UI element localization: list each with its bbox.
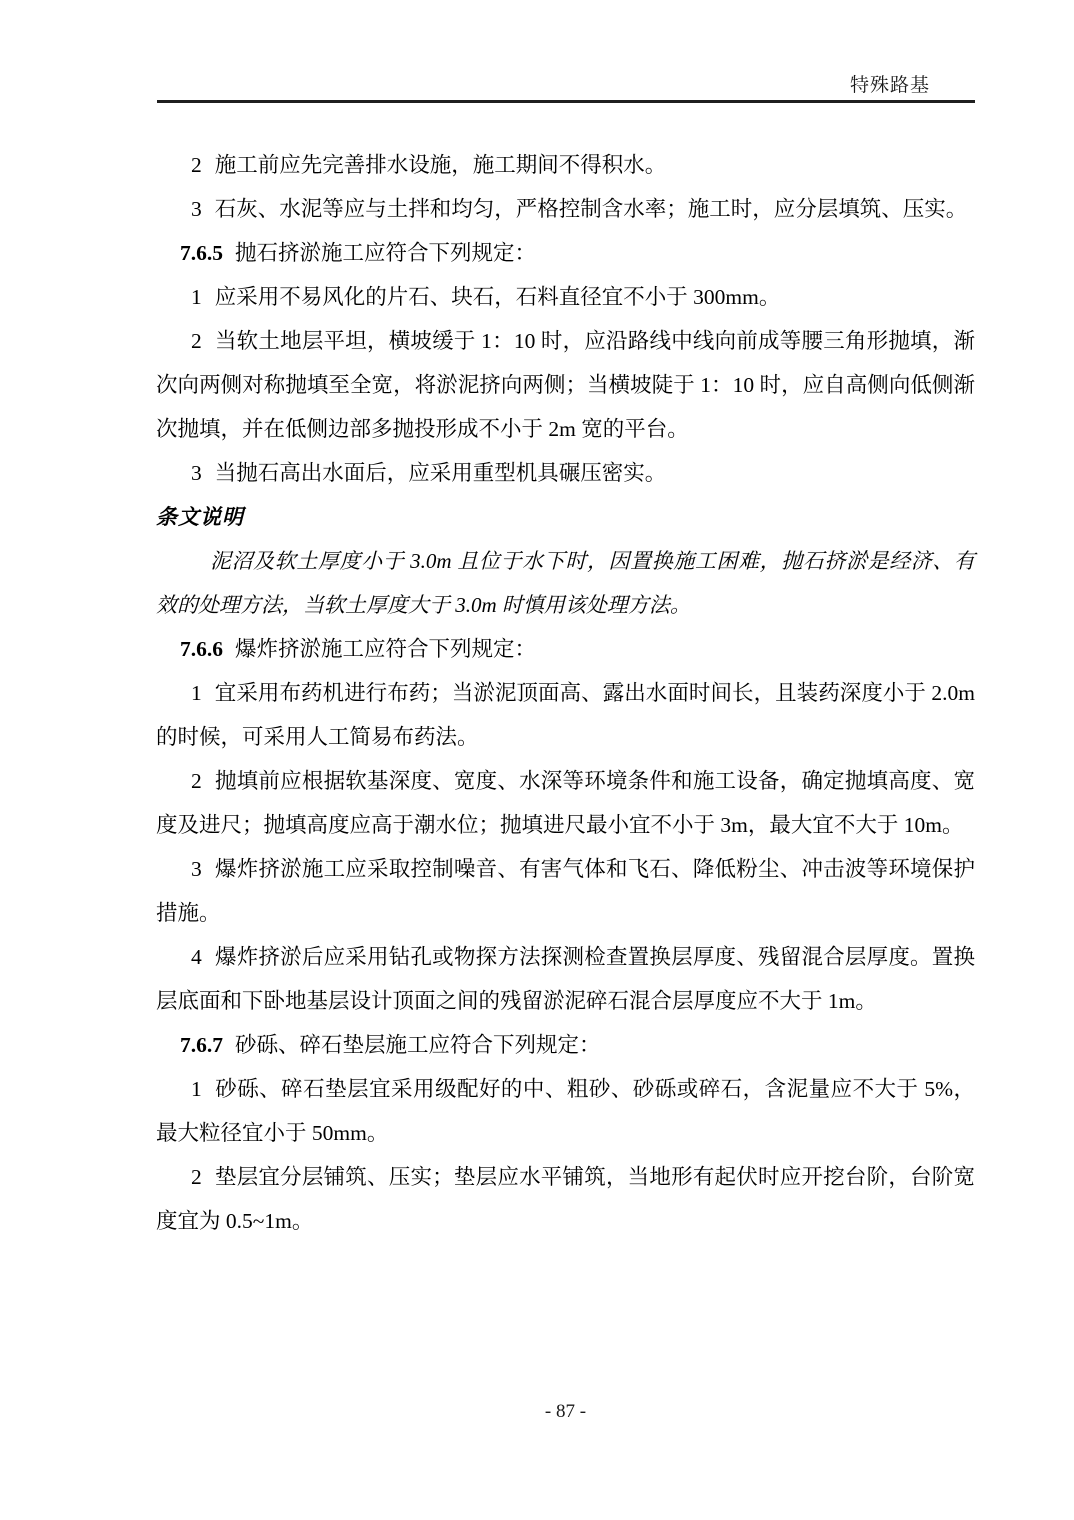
item-number: 2 xyxy=(191,329,202,353)
section-765-item-2 xyxy=(156,319,975,451)
item-number: 3 xyxy=(191,857,202,881)
item-text: 当软土地层平坦，横坡缓于 1：10 时，应沿路线中线向前成等腰三角形抛填，渐次向两侧对称抛填至全宽，将淤泥挤向两侧；当横坡陡于 1：10 时，应自高侧向低侧渐次抛填，并在低侧边部多抛投形成不小于 2m 宽的平台。 xyxy=(156,329,975,441)
item-number: 2 xyxy=(191,769,202,793)
item-number: 1 xyxy=(191,1077,202,1101)
section-767-heading xyxy=(156,1023,975,1067)
document-body xyxy=(156,143,975,1243)
section-number: 7.6.6 xyxy=(180,637,223,661)
intro-item-3 xyxy=(156,187,975,231)
item-text: 垫层宜分层铺筑、压实；垫层应水平铺筑，当地形有起伏时应开挖台阶，台阶宽度宜为 0.5~1m。 xyxy=(156,1165,975,1233)
item-text: 石灰、水泥等应与土拌和均匀，严格控制含水率；施工时，应分层填筑、压实。 xyxy=(214,197,968,221)
item-number: 3 xyxy=(191,461,202,485)
section-number: 7.6.5 xyxy=(180,241,223,265)
item-number: 2 xyxy=(191,153,202,177)
item-number: 4 xyxy=(191,945,202,969)
header-divider-line xyxy=(157,100,975,103)
section-766-item-1 xyxy=(156,671,975,759)
section-number: 7.6.7 xyxy=(180,1033,223,1057)
commentary-title: 条文说明 xyxy=(156,505,244,529)
section-766-item-3 xyxy=(156,847,975,935)
item-text: 砂砾、碎石垫层宜采用级配好的中、粗砂、砂砾或碎石，含泥量应不大于 5%，最大粒径宜小于 50mm。 xyxy=(156,1077,975,1145)
item-text: 应采用不易风化的片石、块石，石料直径宜不小于 300mm。 xyxy=(214,285,781,309)
section-765-item-3 xyxy=(156,451,975,495)
item-number: 2 xyxy=(191,1165,202,1189)
item-number: 1 xyxy=(191,681,202,705)
item-text: 抛填前应根据软基深度、宽度、水深等环境条件和施工设备，确定抛填高度、宽度及进尺；抛填高度应高于潮水位；抛填进尺最小宜不小于 3m，最大宜不大于 10m。 xyxy=(156,769,975,837)
section-766-item-4 xyxy=(156,935,975,1023)
page-header-title: 特殊路基 xyxy=(849,75,930,96)
section-766-heading xyxy=(156,627,975,671)
section-title: 抛石挤淤施工应符合下列规定： xyxy=(235,241,537,265)
item-text: 爆炸挤淤后应采用钻孔或物探方法探测检查置换层厚度、残留混合层厚度。置换层底面和下卧地基层设计顶面之间的残留淤泥碎石混合层厚度应不大于 1m。 xyxy=(156,945,975,1013)
commentary-body: 泥沼及软土厚度小于 3.0m 且位于水下时，因置换施工困难，抛石挤淤是经济、有效的处理方法，当软土厚度大于 3.0m 时慎用该处理方法。 xyxy=(156,549,975,617)
section-767-item-2 xyxy=(156,1155,975,1243)
section-766-item-2 xyxy=(156,759,975,847)
item-number: 3 xyxy=(191,197,202,221)
item-text: 宜采用布药机进行布药；当淤泥顶面高、露出水面时间长，且装药深度小于 2.0m 的时候，可采用人工简易布药法。 xyxy=(156,681,975,749)
section-765-item-1 xyxy=(156,275,975,319)
section-title: 爆炸挤淤施工应符合下列规定： xyxy=(235,637,537,661)
item-text: 当抛石高出水面后，应采用重型机具碾压密实。 xyxy=(214,461,667,485)
page-number: - 87 - xyxy=(544,1401,587,1422)
item-text: 爆炸挤淤施工应采取控制噪音、有害气体和飞石、降低粉尘、冲击波等环境保护措施。 xyxy=(156,857,975,925)
section-title: 砂砾、碎石垫层施工应符合下列规定： xyxy=(235,1033,601,1057)
section-767-item-1 xyxy=(156,1067,975,1155)
item-text: 施工前应先完善排水设施，施工期间不得积水。 xyxy=(214,153,667,177)
item-number: 1 xyxy=(191,285,202,309)
intro-item-2 xyxy=(156,143,975,187)
section-765-heading xyxy=(156,231,975,275)
